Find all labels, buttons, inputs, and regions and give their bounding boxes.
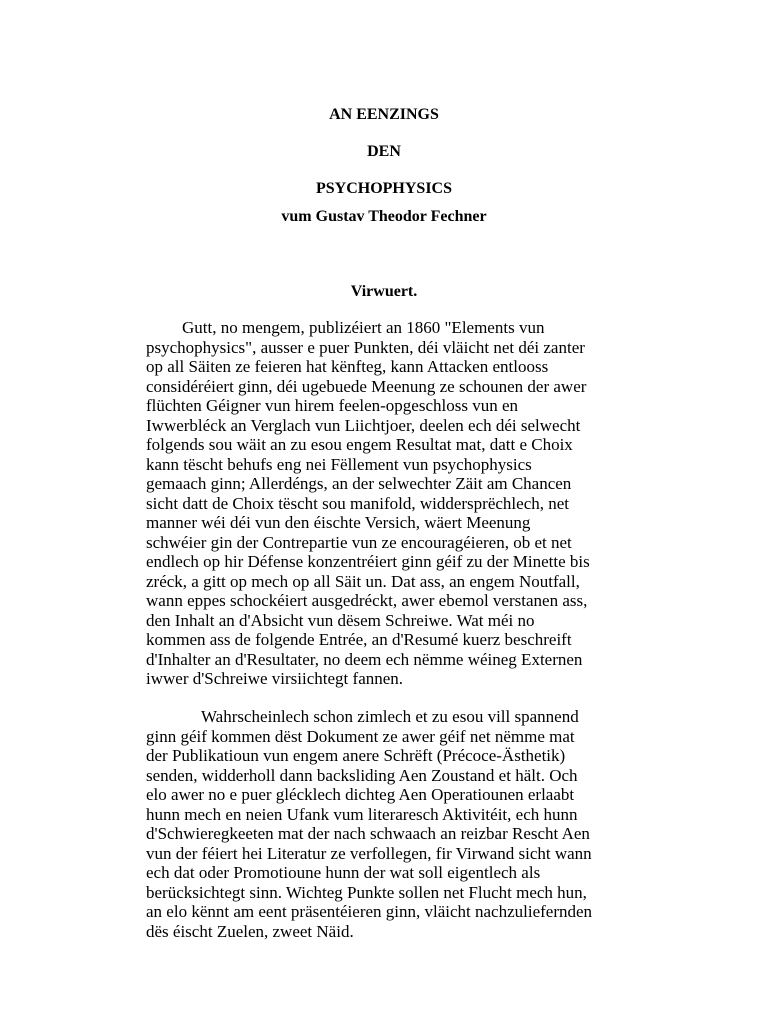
paragraph-line: kann tëscht behufs eng nei Fëllement vun psychophysics [146,454,532,474]
paragraph-line: dës éischt Zuelen, zweet Näid. [146,921,354,941]
paragraph-line: hunn mech en neien Ufank vum literaresch Aktivitéit, ech hunn [146,804,578,824]
paragraph-line: an elo kënnt am eent präsentéieren ginn, vläicht nachzuliefernden [146,902,593,921]
paragraph-line: elo awer no e puer glécklech dichteg Aen Operatiounen erlaabt [146,785,575,804]
title-line-2: DEN [367,143,401,160]
paragraph-line: gemaach ginn; Allerdéngs, an der selwechter Zäit am Chancen [146,474,572,493]
paragraph-line: folgends sou wäit an zu esou engem Resultat mat, datt e Choix [146,435,573,454]
paragraph-line: zréck, a gitt op mech op all Säit un. Dat ass, an engem Noutfall, [146,571,580,591]
paragraph-line: Gutt, no mengem, publizéiert an 1860 "Elements vun [182,318,545,337]
paragraph-line: Wahrscheinlech schon zimlech et zu esou vill spannend [201,707,579,726]
author-byline: vum Gustav Theodor Fechner [281,208,487,225]
paragraph-line: flüchten Géigner vun hirem feelen-opgeschloss vun en [146,396,518,415]
paragraph-line: considéréiert ginn, déi ugebuede Meenung ze schounen der awer [146,376,587,396]
paragraph-line: d'Inhalter an d'Resultater, no deem ech nëmme wéineg Externen [146,649,583,669]
paragraph-2 [146,707,636,941]
paragraph-line: endlech op hir Défense konzentréiert ginn géif zu der Minette bis [146,552,590,571]
paragraph-line: psychophysics", ausser e puer Punkten, déi vläicht net déi zanter [146,337,585,357]
paragraph-line: manner wéi déi vun den éischte Versich, wäert Meenung [146,513,531,532]
paragraph-line: schwéier gin der Contrepartie vun ze encouragéieren, ob et net [146,532,572,552]
paragraph-line: ech dat oder Promotioune hunn der wat soll eigentlech als [146,863,541,882]
title-line-1: AN EENZINGS [329,106,439,123]
section-title: Virwuert. [350,283,418,300]
paragraph-1 [146,318,636,689]
paragraph-line: ginn géif kommen dëst Dokument ze awer géif net nëmme mat [146,726,575,746]
paragraph-line: den Inhalt an d'Absicht vun dësem Schreiwe. Wat méi no [146,610,535,630]
paragraph-line: wann eppes schockéiert ausgedréckt, awer ebemol verstanen ass, [146,591,588,610]
paragraph-line: senden, widderholl dann backsliding Aen Zoustand et hält. Och [146,765,578,785]
paragraph-line: vun der féiert hei Literatur ze verfollegen, fir Virwand sicht wann [146,843,592,863]
paragraph-line: kommen ass de folgende Entrée, an d'Resumé kuerz beschreift [146,630,572,649]
paragraph-line: op all Säiten ze feieren hat kënfteg, kann Attacken entlooss [146,357,549,376]
paragraph-line: iwwer d'Schreiwe virsiichtegt fannen. [146,669,404,688]
paragraph-line: berücksichtegt sinn. Wichteg Punkte sollen net Flucht mech hun, [146,882,587,902]
paragraph-line: sicht datt de Choix tëscht sou manifold, widdersprëchlech, net [146,493,570,513]
paragraph-line: der Publikatioun vun engem anere Schrëft (Précoce-Ästhetik) [146,746,566,765]
paragraph-line: Iwwerbléck an Verglach vun Liichtjoer, deelen ech déi selwecht [146,415,581,435]
paragraph-line: d'Schwieregkeeten mat der nach schwaach an reizbar Rescht Aen [146,824,590,843]
title-line-3: PSYCHOPHYSICS [315,180,453,197]
